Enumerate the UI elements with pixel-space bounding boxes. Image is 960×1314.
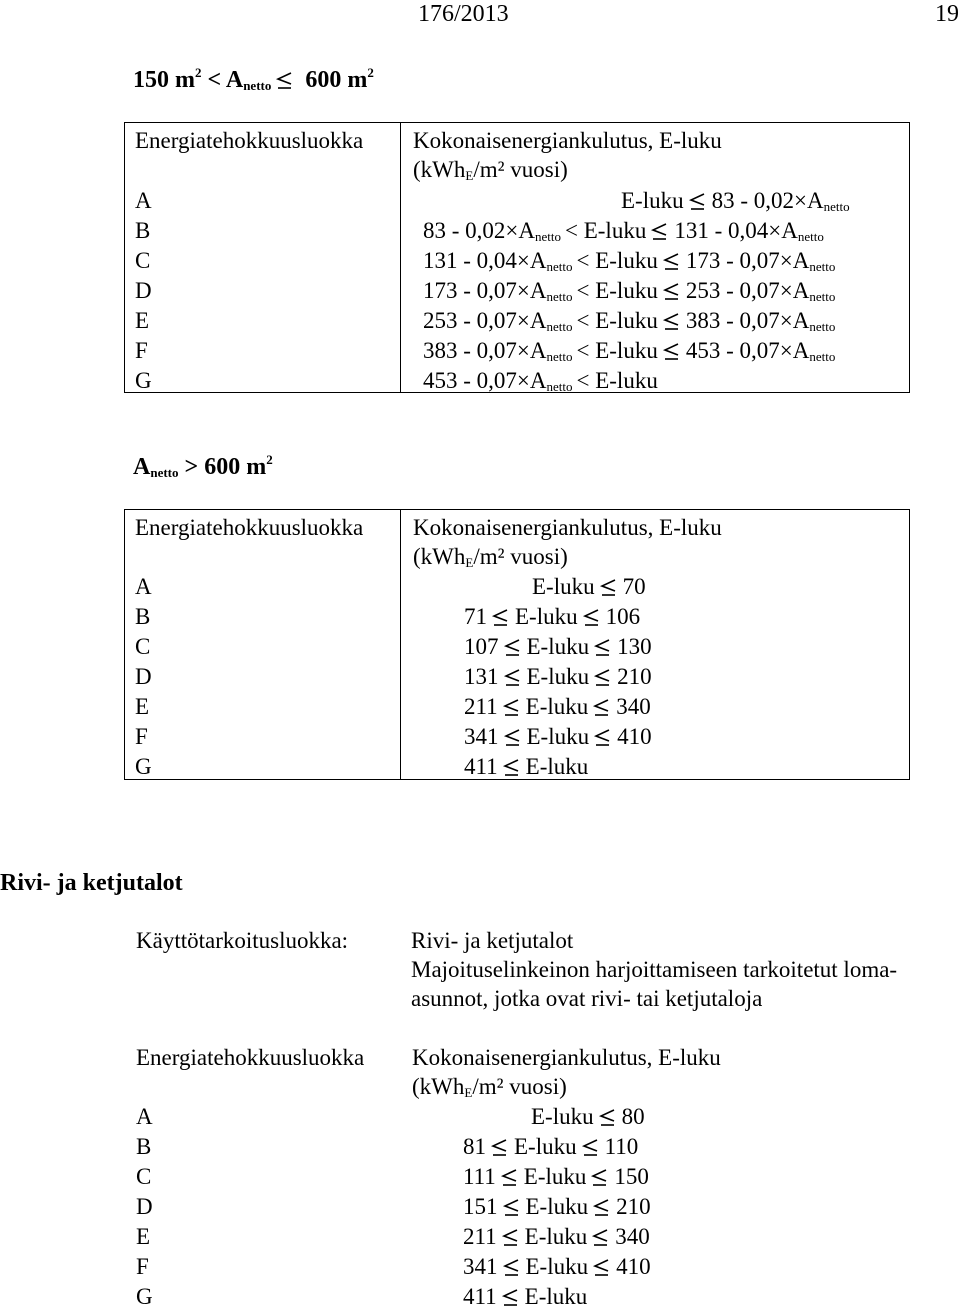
- consumption-range: 107 E-luku 130: [464, 634, 652, 659]
- consumption-range: 341 E-luku 410: [463, 1254, 651, 1279]
- energy-class-label: F: [135, 338, 148, 363]
- less-equal-icon: [490, 1139, 510, 1155]
- less-equal-icon: [593, 639, 613, 655]
- consumption-range: 411 E-luku: [464, 754, 589, 779]
- less-equal-icon: [503, 639, 523, 655]
- consumption-range: $453 - 0,07\times A_{netto}$ < E-luku: [423, 368, 658, 394]
- consumption-range: 81 E-luku 110: [463, 1134, 639, 1159]
- energy-class-label: F: [136, 1254, 149, 1279]
- section1-title: 150 $m^2 < A_{netto}$ 600 $m^2$: [133, 65, 374, 93]
- energy-class-label: C: [135, 634, 151, 659]
- usage-line-3: asunnot, jotka ovat rivi- tai ketjutaloja: [411, 986, 763, 1011]
- column-header-class: Energiatehokkuusluokka: [136, 1045, 365, 1070]
- consumption-range: 211 E-luku 340: [463, 1224, 650, 1249]
- energy-class-label: E: [135, 694, 150, 719]
- document-number: 176/2013: [418, 1, 509, 27]
- less-equal-icon: [581, 1139, 601, 1155]
- energy-class-label: G: [135, 754, 152, 779]
- less-equal-icon: [662, 283, 682, 299]
- less-equal-icon: [662, 313, 682, 329]
- section2-title: $A_{netto} > 600$ $m^2$: [133, 452, 273, 480]
- column-header-unit: (kWh$_E$/m² vuosi): [413, 544, 568, 570]
- column-header-consumption: Kokonaisenergiankulutus, E-luku: [413, 128, 722, 153]
- less-equal-icon: [501, 1229, 521, 1245]
- less-equal-icon: [662, 343, 682, 359]
- less-equal-icon: [598, 1109, 618, 1125]
- column-header-class: Energiatehokkuusluokka: [135, 515, 364, 540]
- less-equal-icon: [591, 1229, 611, 1245]
- less-equal-icon: [592, 699, 612, 715]
- consumption-range: $253 - 0,07\times A_{netto}$ < E-luku $383 - 0,07\times A_{netto}$: [423, 308, 836, 334]
- energy-class-label: D: [136, 1194, 153, 1219]
- less-equal-icon: [592, 1199, 612, 1215]
- energy-class-label: B: [136, 1134, 152, 1159]
- consumption-range: $383 - 0,07\times A_{netto}$ < E-luku $453 - 0,07\times A_{netto}$: [423, 338, 836, 364]
- energy-class-label: G: [135, 368, 152, 393]
- energy-class-label: D: [135, 278, 152, 303]
- less-equal-icon: [590, 1169, 610, 1185]
- consumption-range: 111 E-luku 150: [463, 1164, 649, 1189]
- less-equal-icon: [593, 669, 613, 685]
- less-equal-icon: [501, 1289, 521, 1305]
- column-header-consumption: Kokonaisenergiankulutus, E-luku: [412, 1045, 721, 1070]
- energy-class-table-row-houses: [124, 1040, 910, 1312]
- consumption-range: 151 E-luku 210: [463, 1194, 651, 1219]
- energy-class-label: B: [135, 218, 151, 243]
- energy-class-table-150-600: [124, 122, 910, 393]
- energy-class-label: E: [135, 308, 150, 333]
- energy-class-label: C: [135, 248, 151, 273]
- consumption-range: 211 E-luku 340: [464, 694, 651, 719]
- consumption-range: E-luku 70: [532, 574, 646, 599]
- usage-line-1: Rivi- ja ketjutalot: [411, 928, 574, 953]
- consumption-range: 131 E-luku 210: [464, 664, 652, 689]
- less-equal-icon: [688, 193, 708, 209]
- less-equal-icon: [599, 579, 619, 595]
- consumption-range: $173 - 0,07\times A_{netto}$ < E-luku $253 - 0,07\times A_{netto}$: [423, 278, 836, 304]
- less-equal-icon: [502, 699, 522, 715]
- energy-class-label: G: [136, 1284, 153, 1309]
- less-equal-icon: [503, 669, 523, 685]
- less-equal-icon: [502, 1199, 522, 1215]
- energy-class-label: A: [136, 1104, 153, 1129]
- less-equal-icon: [650, 223, 670, 239]
- less-equal-icon: [502, 1259, 522, 1275]
- consumption-range: 411 E-luku: [463, 1284, 588, 1309]
- consumption-range: $131 - 0,04\times A_{netto}$ < E-luku $173 - 0,07\times A_{netto}$: [423, 248, 836, 274]
- usage-label: Käyttötarkoitusluokka:: [136, 928, 349, 953]
- less-equal-icon: [662, 253, 682, 269]
- less-equal-icon: [275, 72, 295, 88]
- less-equal-icon: [500, 1169, 520, 1185]
- energy-class-label: A: [135, 574, 152, 599]
- column-header-unit: (kWh$_E$/m² vuosi): [412, 1074, 567, 1100]
- column-header-unit: (kWh$_E$/m² vuosi): [413, 157, 568, 183]
- column-header-consumption: Kokonaisenergiankulutus, E-luku: [413, 515, 722, 540]
- consumption-range: E-luku $83 - 0,02\times A_{netto}$: [621, 188, 850, 214]
- less-equal-icon: [491, 609, 511, 625]
- less-equal-icon: [582, 609, 602, 625]
- consumption-range: E-luku 80: [531, 1104, 645, 1129]
- energy-class-table-over-600: [124, 509, 910, 780]
- energy-class-label: E: [136, 1224, 151, 1249]
- consumption-range: 341 E-luku 410: [464, 724, 652, 749]
- energy-class-label: A: [135, 188, 152, 213]
- less-equal-icon: [592, 1259, 612, 1275]
- column-header-class: Energiatehokkuusluokka: [135, 128, 364, 153]
- consumption-range: 71 E-luku 106: [464, 604, 641, 629]
- usage-line-2: Majoituselinkeinon harjoittamiseen tarkoitetut loma-: [411, 957, 898, 982]
- page-number: 19: [935, 1, 959, 27]
- energy-class-label: F: [135, 724, 148, 749]
- consumption-range: $83 - 0,02\times A_{netto}$ < E-luku $131 - 0,04\times A_{netto}$: [423, 218, 824, 244]
- less-equal-icon: [503, 729, 523, 745]
- less-equal-icon: [593, 729, 613, 745]
- energy-class-label: D: [135, 664, 152, 689]
- section3-heading: Rivi- ja ketjutalot: [0, 870, 183, 896]
- energy-class-label: C: [136, 1164, 152, 1189]
- less-equal-icon: [502, 759, 522, 775]
- energy-class-label: B: [135, 604, 151, 629]
